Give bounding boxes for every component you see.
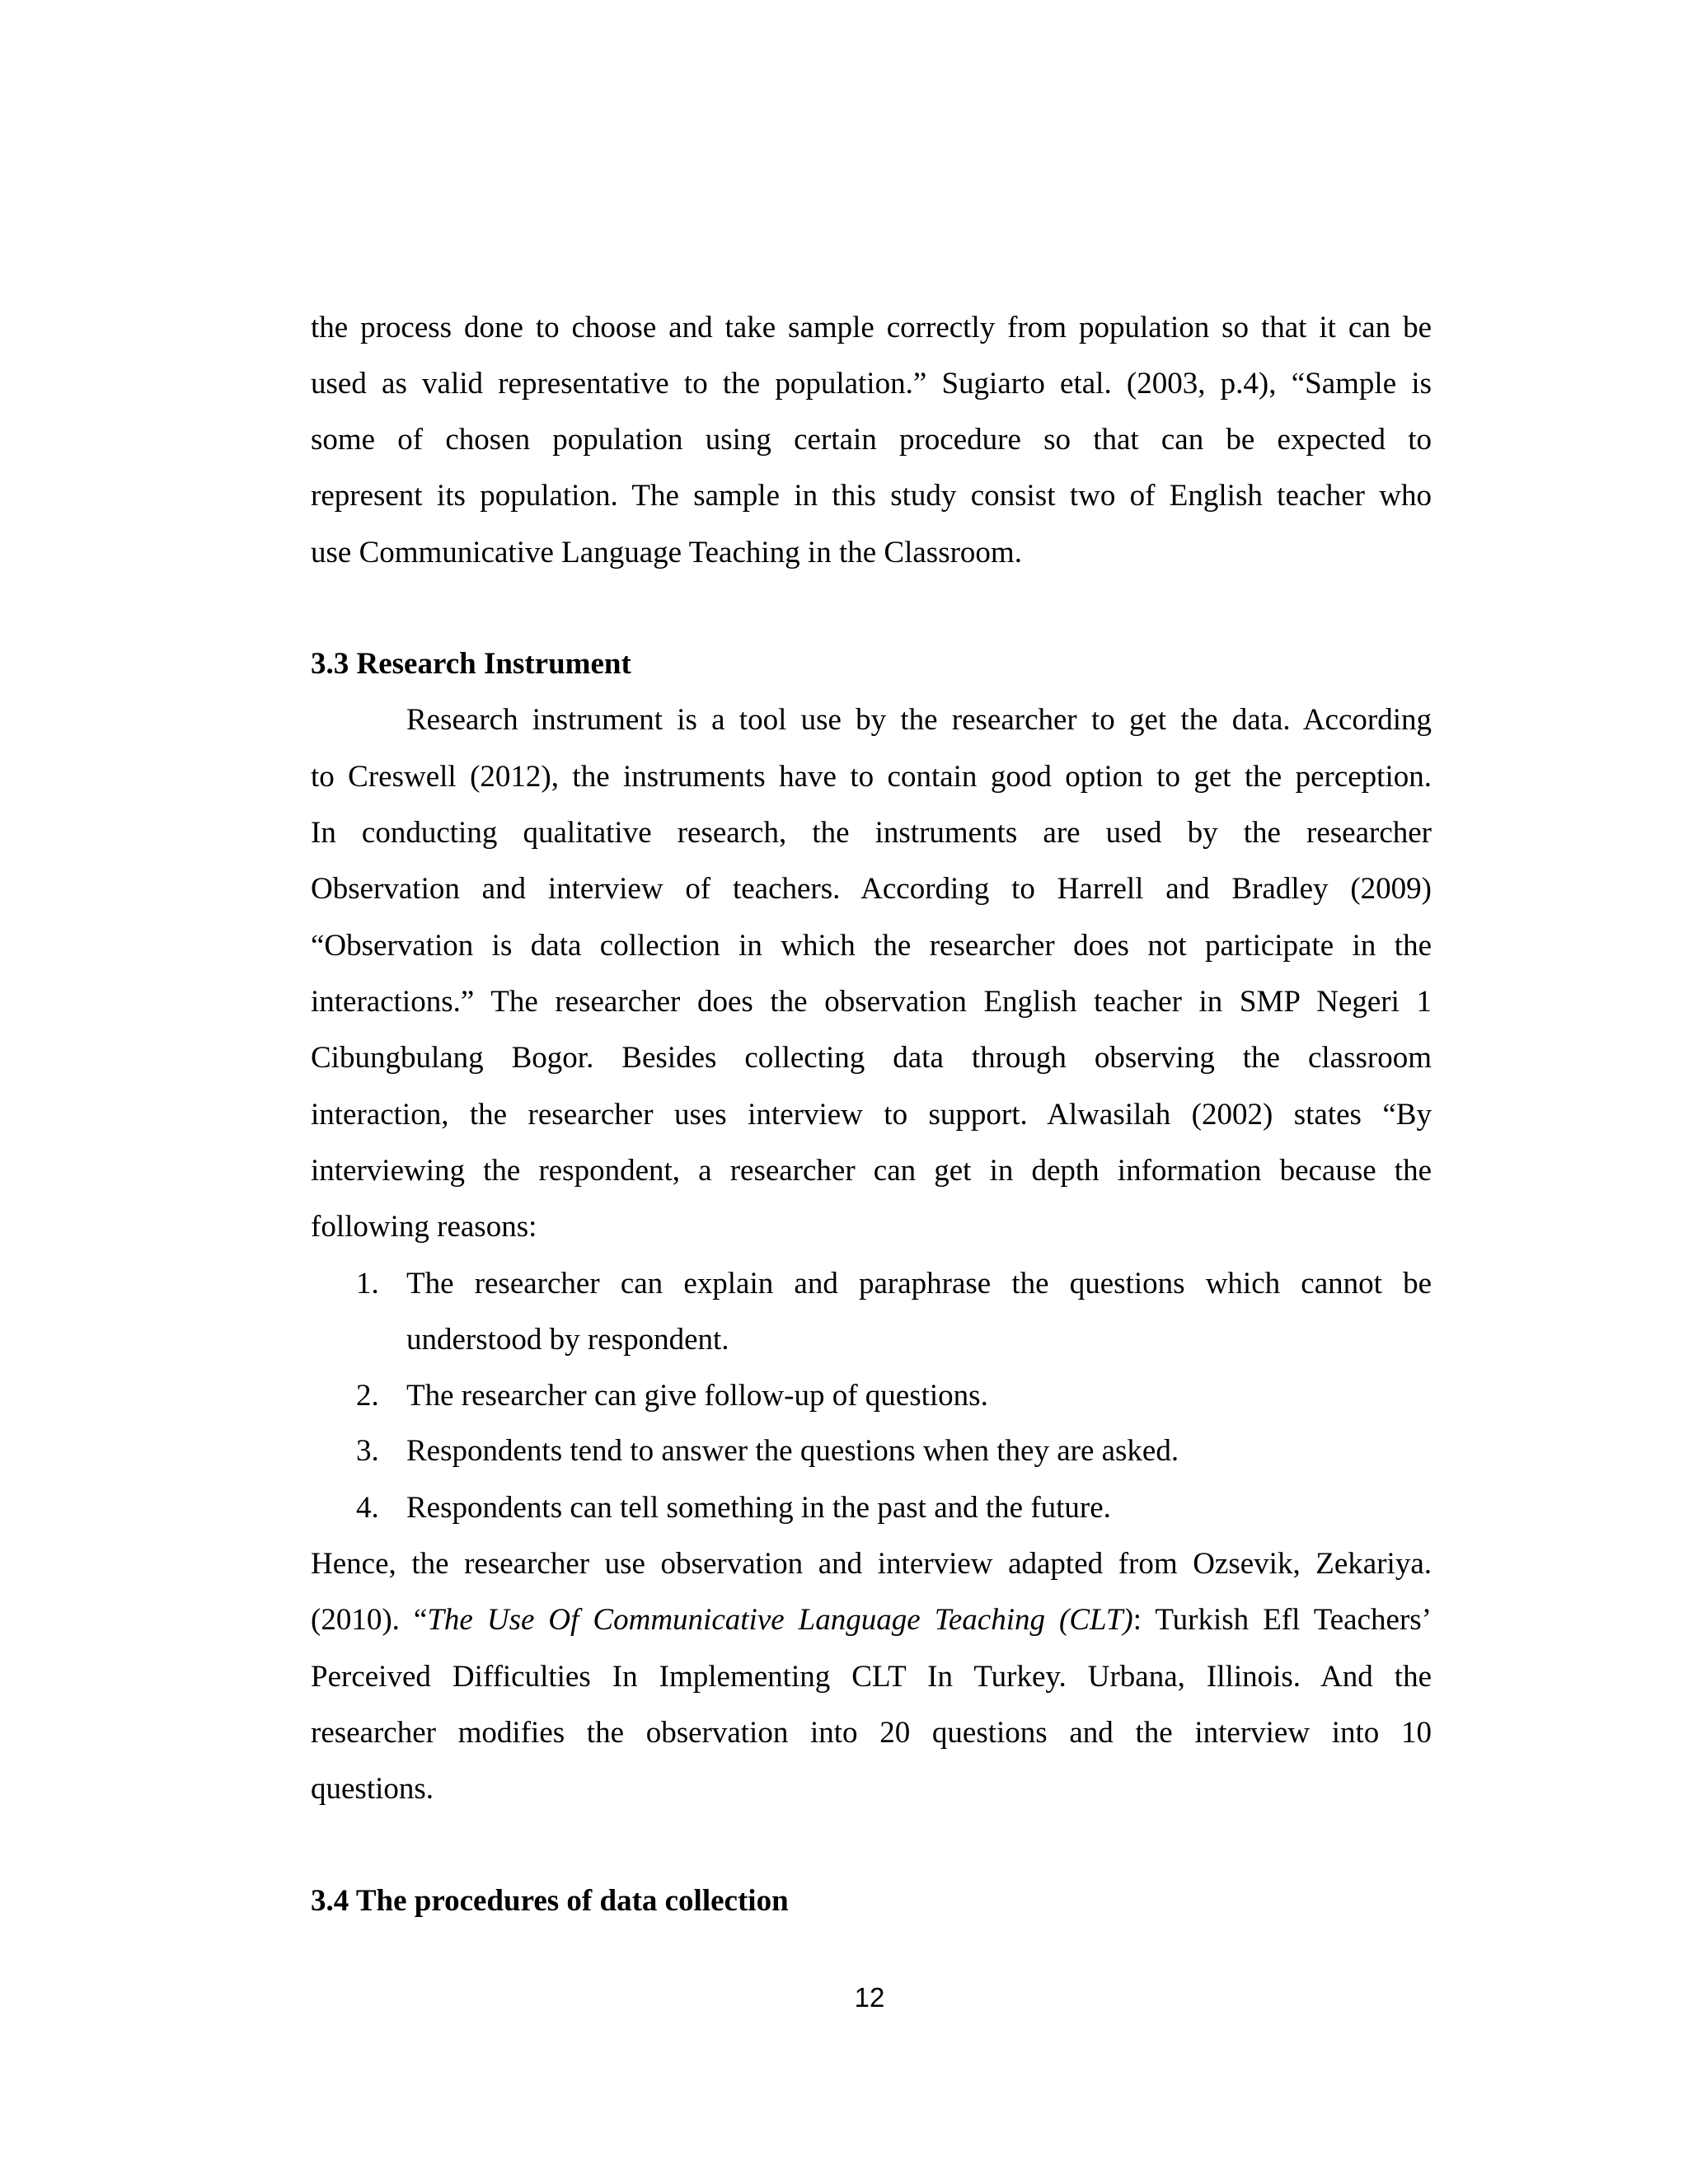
paragraph-line: Observation and interview of teachers. According to Harrell and Bradley (2009) [311,872,1432,906]
list-number: 1. [356,1267,379,1301]
section-heading: 3.4 The procedures of data collection [311,1884,789,1918]
paragraph-line: represent its population. The sample in this study consist two of English teacher who [311,479,1432,513]
paragraph-line: interactions.” The researcher does the observation English teacher in SMP Negeri 1 [311,985,1432,1019]
paragraph-line: Research instrument is a tool use by the researcher to get the data. According [406,703,1432,737]
citation-subtitle: : Turkish Efl Teachers’ [1132,1603,1432,1637]
paragraph-line: Perceived Difficulties In Implementing CLT In Turkey. Urbana, Illinois. And the [311,1660,1432,1694]
paragraph-line: following reasons: [311,1210,537,1244]
list-item-line: understood by respondent. [406,1323,729,1357]
list-item-line: Respondents tend to answer the questions when they are asked. [406,1434,1179,1468]
list-item-line: Respondents can tell something in the past and the future. [406,1491,1111,1525]
paragraph-line: In conducting qualitative research, the instruments are used by the researcher [311,816,1432,850]
list-item-line: The researcher can give follow-up of questions. [406,1379,988,1413]
paragraph-line: Cibungbulang Bogor. Besides collecting data through observing the classroom [311,1041,1432,1075]
citation-title: The Use Of Communicative Language Teaching (CLT) [427,1603,1133,1637]
citation-year: (2010). “ [311,1603,428,1637]
page-number: 12 [854,1982,885,2013]
paragraph-line: to Creswell (2012), the instruments have to contain good option to get the perception. [311,760,1432,794]
list-number: 2. [356,1379,379,1413]
paragraph-line: interviewing the respondent, a researcher can get in depth information because the [311,1154,1432,1188]
paragraph-line: researcher modifies the observation into 20 questions and the interview into 10 [311,1716,1432,1750]
paragraph-line: used as valid representative to the population.” Sugiarto etal. (2003, p.4), “Sample is [311,367,1432,401]
paragraph-line: Hence, the researcher use observation and interview adapted from Ozsevik, Zekariya. [311,1547,1432,1581]
paragraph-line: interaction, the researcher uses interview to support. Alwasilah (2002) states “By [311,1098,1432,1132]
paragraph-line: some of chosen population using certain procedure so that can be expected to [311,423,1432,457]
paragraph-line [311,1601,1432,1639]
paragraph-line: use Communicative Language Teaching in the Classroom. [311,536,1022,569]
list-item-line: The researcher can explain and paraphrase the questions which cannot be [406,1267,1432,1301]
paragraph-line: “Observation is data collection in which the researcher does not participate in the [311,929,1432,963]
paragraph-line: the process done to choose and take sample correctly from population so that it can be [311,311,1432,344]
paragraph-line: questions. [311,1772,434,1806]
list-number: 3. [356,1434,379,1468]
list-number: 4. [356,1491,379,1525]
section-heading: 3.3 Research Instrument [311,647,631,681]
